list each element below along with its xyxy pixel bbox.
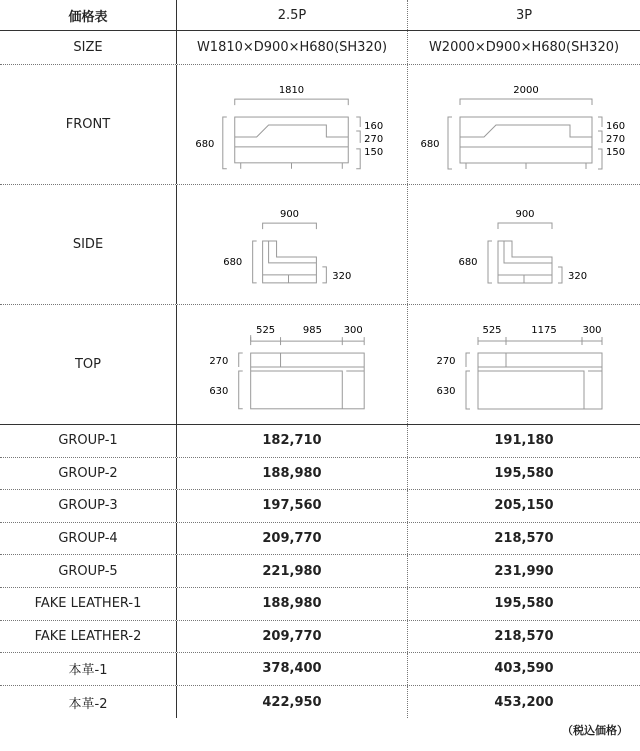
top-row — [0, 305, 640, 425]
price-label: GROUP-1 — [0, 425, 177, 457]
price-2-5p: 188,980 — [177, 588, 408, 620]
price-3p: 453,200 — [494, 694, 554, 710]
price-3p: 218,570 — [494, 628, 554, 644]
header-col-2-5p: 2.5P — [177, 0, 408, 30]
front-height-label: 680 — [195, 138, 215, 150]
tax-included-note: （税込価格） — [562, 724, 628, 737]
front-width-label: 1810 — [278, 84, 305, 96]
price-2-5p: 209,770 — [177, 523, 408, 555]
side-depth-label: 900 — [280, 208, 299, 220]
top-drawing-2-5p — [177, 305, 408, 424]
front-height-label: 680 — [420, 138, 440, 150]
price-row — [0, 588, 640, 621]
price-label: GROUP-3 — [0, 490, 177, 522]
front-width-label: 2000 — [513, 84, 539, 96]
size-2-5p: W1810×D900×H680(SH320) — [177, 31, 408, 64]
price-2-5p: 422,950 — [177, 686, 408, 719]
price-3p: 231,990 — [494, 563, 554, 579]
price-row — [0, 621, 640, 654]
price-label: GROUP-5 — [0, 555, 177, 587]
top-v2-label: 630 — [436, 385, 456, 397]
price-row — [0, 686, 640, 719]
top-v2-label: 630 — [209, 385, 229, 397]
side-height-label: 680 — [458, 256, 478, 268]
top-diagram — [408, 305, 640, 425]
size-label: SIZE — [0, 31, 177, 64]
header-col-3p: 3P — [515, 7, 533, 23]
front-h3-label: 150 — [364, 146, 384, 158]
size-3p: W2000×D900×H680(SH320) — [428, 40, 620, 55]
price-2-5p: 378,400 — [177, 653, 408, 685]
price-3p: 195,580 — [494, 596, 554, 612]
front-h1-label: 160 — [364, 120, 384, 132]
header-row — [0, 0, 640, 31]
price-row — [0, 425, 640, 458]
price-label: 本革-2 — [0, 686, 177, 719]
front-h2-label: 270 — [364, 133, 384, 145]
side-drawing-3p — [408, 185, 640, 304]
price-row — [0, 653, 640, 686]
side-diagram — [408, 185, 640, 305]
top-label: TOP — [0, 305, 177, 424]
front-diagram — [408, 65, 640, 185]
top-d2-label: 1175 — [531, 324, 557, 336]
front-h2-label: 270 — [606, 133, 626, 145]
price-label: GROUP-4 — [0, 523, 177, 555]
top-d3-label: 300 — [582, 324, 602, 336]
top-v1-label: 270 — [209, 355, 229, 367]
price-2-5p: 209,770 — [177, 621, 408, 653]
front-drawing-2-5p — [177, 65, 408, 184]
price-row — [0, 523, 640, 556]
price-2-5p: 221,980 — [177, 555, 408, 587]
front-h1-label: 160 — [606, 120, 626, 132]
top-d3-label: 300 — [343, 324, 363, 336]
price-3p: 403,590 — [494, 661, 554, 677]
top-diagram — [177, 305, 407, 425]
top-drawing-3p — [408, 305, 640, 424]
side-seat-label: 320 — [332, 270, 352, 282]
price-2-5p: 197,560 — [177, 490, 408, 522]
top-v1-label: 270 — [436, 355, 456, 367]
price-3p: 218,570 — [494, 531, 554, 547]
top-d1-label: 525 — [256, 324, 276, 336]
price-label: FAKE LEATHER-1 — [0, 588, 177, 620]
header-label: 価格表 — [0, 0, 177, 30]
top-d1-label: 525 — [482, 324, 502, 336]
price-3p: 195,580 — [494, 465, 554, 481]
price-row — [0, 555, 640, 588]
size-row — [0, 31, 640, 65]
side-label: SIDE — [0, 185, 177, 304]
price-3p: 205,150 — [494, 498, 554, 514]
side-row — [0, 185, 640, 305]
front-drawing-3p — [408, 65, 640, 184]
price-2-5p: 188,980 — [177, 458, 408, 490]
side-diagram — [177, 185, 407, 305]
top-d2-label: 985 — [302, 324, 322, 336]
price-row — [0, 458, 640, 491]
price-2-5p: 182,710 — [177, 425, 408, 457]
price-label: GROUP-2 — [0, 458, 177, 490]
front-diagram — [177, 65, 407, 185]
front-row — [0, 65, 640, 185]
price-label: 本革-1 — [0, 653, 177, 685]
price-label: FAKE LEATHER-2 — [0, 621, 177, 653]
front-h3-label: 150 — [606, 146, 626, 158]
price-row — [0, 490, 640, 523]
front-label: FRONT — [0, 65, 177, 184]
side-drawing-2-5p — [177, 185, 408, 304]
side-depth-label: 900 — [515, 208, 535, 220]
side-height-label: 680 — [223, 256, 243, 268]
side-seat-label: 320 — [568, 270, 588, 282]
price-3p: 191,180 — [494, 433, 554, 449]
